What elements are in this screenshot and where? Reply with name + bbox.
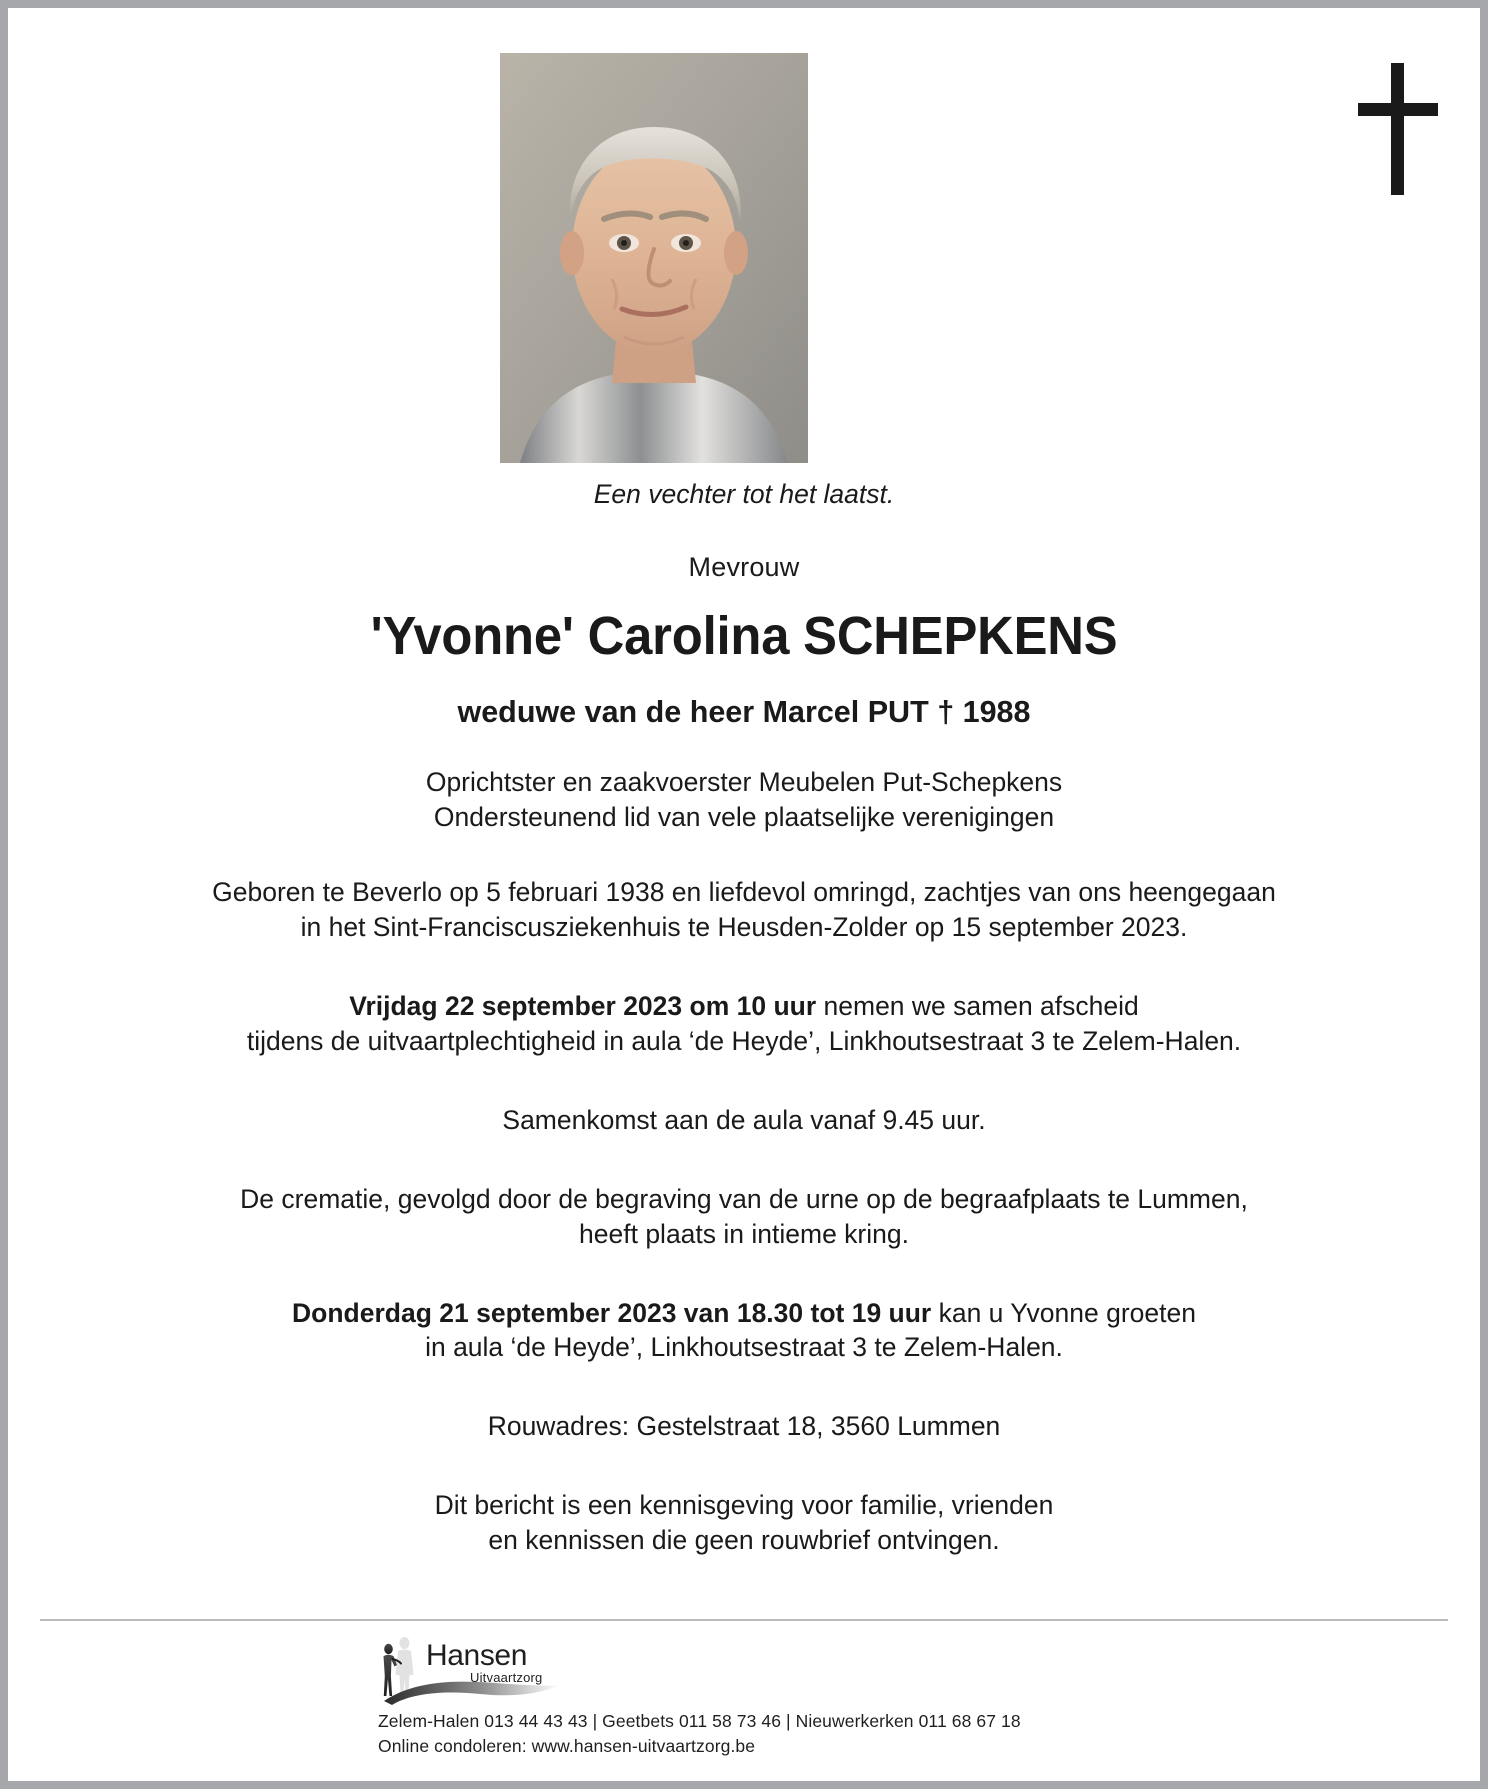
spacer [8,1474,1480,1488]
notice-block [8,1488,1480,1558]
hansen-logo-graphic [378,1635,578,1707]
logo-wordmark: Hansen [426,1639,528,1673]
role-line-1: Oprichtster en zaakvoerster Meubelen Put-Schepkens [425,766,1063,797]
footer-condolences-url[interactable]: Online condoleren: www.hansen-uitvaartzorg.be [378,1736,756,1757]
notice-line-2: en kennissen die geen rouwbrief ontvingen. [488,1525,1000,1556]
cross-horizontal-bar [1358,103,1438,116]
notice-line-1: Dit bericht is een kennisgeving voor familie, vrienden [434,1490,1054,1521]
footer [40,1619,1448,1759]
logo-figure-light [396,1637,414,1695]
spouse-line: weduwe van de heer Marcel PUT † 1988 [457,695,1031,730]
visitation-datetime: Donderdag 21 september 2023 van 18.30 tot 19 uur [292,1297,932,1328]
birth-death-block [8,875,1480,945]
salutation-text: Mevrouw [688,552,800,583]
visitation-block [8,1296,1480,1366]
cremation-line-1: De crematie, gevolgd door de begraving van de urne op de begraafplaats te Lummen, [240,1183,1248,1214]
role-line-2: Ondersteunend lid van vele plaatselijke verenigingen [433,801,1055,832]
roles-block [8,765,1480,835]
deceased-full-name: 'Yvonne' Carolina SCHEPKENS [370,605,1118,666]
ceremony-block [8,989,1480,1059]
mourning-address: Rouwadres: Gestelstraat 18, 3560 Lummen [487,1411,1001,1442]
visitation-line-1-rest: kan u Yvonne groeten [931,1297,1196,1328]
cremation-block [8,1182,1480,1252]
gathering-line: Samenkomst aan de aula vanaf 9.45 uur. [502,1104,986,1135]
hansen-logo[interactable] [378,1635,578,1707]
cremation-line-2: heeft plaats in intieme kring. [579,1218,909,1249]
logo-tagline: Uitvaartzorg [470,1670,543,1686]
spacer [8,1168,1480,1182]
spacer [8,1395,1480,1409]
portrait-photo [500,53,808,463]
spacer [8,1089,1480,1103]
spacer [8,861,1480,875]
ceremony-datetime: Vrijdag 22 september 2023 om 10 uur [349,990,817,1021]
cross-vertical-bar [1391,63,1404,195]
spacer [8,1282,1480,1296]
portrait-image [500,53,808,463]
spacer [8,975,1480,989]
birth-death-line-1: Geboren te Beverlo op 5 februari 1938 en liefdevol omringd, zachtjes van ons heengegaan [212,876,1276,907]
footer-inner [40,1635,1448,1759]
obituary-content [8,478,1480,1588]
latin-cross-icon [1358,63,1438,195]
birth-death-line-2: in het Sint-Franciscusziekenhuis te Heusden-Zolder op 15 september 2023. [300,911,1188,942]
ceremony-line-1-rest: nemen we samen afscheid [816,990,1139,1021]
ceremony-line-2: tijdens de uitvaartplechtigheid in aula ‘de Heyde’, Linkhoutsestraat 3 te Zelem-Halen. [246,1025,1242,1056]
footer-phones: Zelem-Halen 013 44 43 43 | Geetbets 011 58 73 46 | Nieuwerkerken 011 68 67 18 [378,1711,1021,1732]
visitation-line-2: in aula ‘de Heyde’, Linkhoutsestraat 3 te Zelem-Halen. [425,1332,1063,1363]
motto-text: Een vechter tot het laatst. [593,479,895,509]
